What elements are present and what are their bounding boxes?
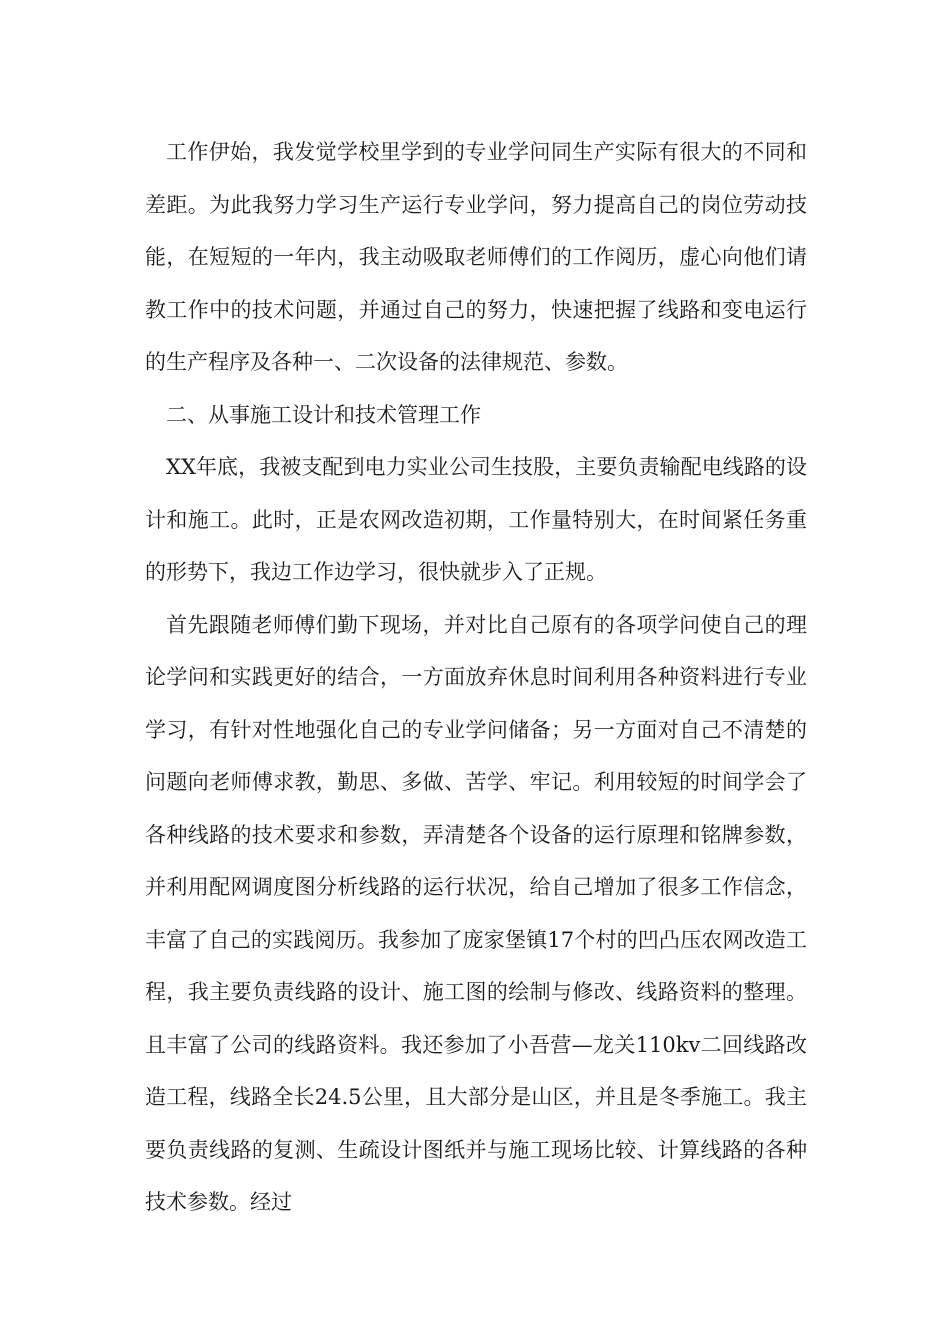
section-heading-construction-design: 二、从事施工设计和技术管理工作 <box>166 402 481 427</box>
paragraph-learning-and-projects: 首先跟随老师傅们勤下现场，并对比自己原有的各项学问使自己的理论学问和实践更好的结合，一方面放弃休息时间利用各种资料进行专业学习，有针对性地强化自己的专业学问储备；另一方面对自己不清楚的问题向老师傅求教，勤思、多做、苦学、牢记。利用较短的时间学会了各种线路的技术要求和参数，弄清楚各个设备的运行原理和铭牌参数，并利用配网调度图分析线路的运行状况，给自己增加了很多工作信念，丰富了自己的实践阅历。我参加了庞家堡镇17个村的凹凸压农网改造工程，我主要负责线路的设计、施工图的绘制与修改、线路资料的整理。且丰富了公司的线路资料。我还参加了小吾营—龙关110kv二回线路改造工程，线路全长24.5公里，且大部分是山区，并且是冬季施工。我主要负责线路的复测、生疏设计图纸并与施工现场比较、计算线路的各种技术参数。经过 <box>145 612 807 1214</box>
paragraph-assignment: XX年底，我被支配到电力实业公司生技股，主要负责输配电线路的设计和施工。此时，正是农网改造初期，工作量特别大，在时间紧任务重的形势下，我边工作边学习，很快就步入了正规。 <box>145 455 807 584</box>
document-body <box>145 126 807 1229</box>
paragraph-work-beginning: 工作伊始，我发觉学校里学到的专业学问同生产实际有很大的不同和差距。为此我努力学习生产运行专业学问，努力提高自己的岗位劳动技能，在短短的一年内，我主动吸取老师傅们的工作阅历，虚心向他们请教工作中的技术问题，并通过自己的努力，快速把握了线路和变电运行的生产程序及各种一、二次设备的法律规范、参数。 <box>145 140 807 374</box>
